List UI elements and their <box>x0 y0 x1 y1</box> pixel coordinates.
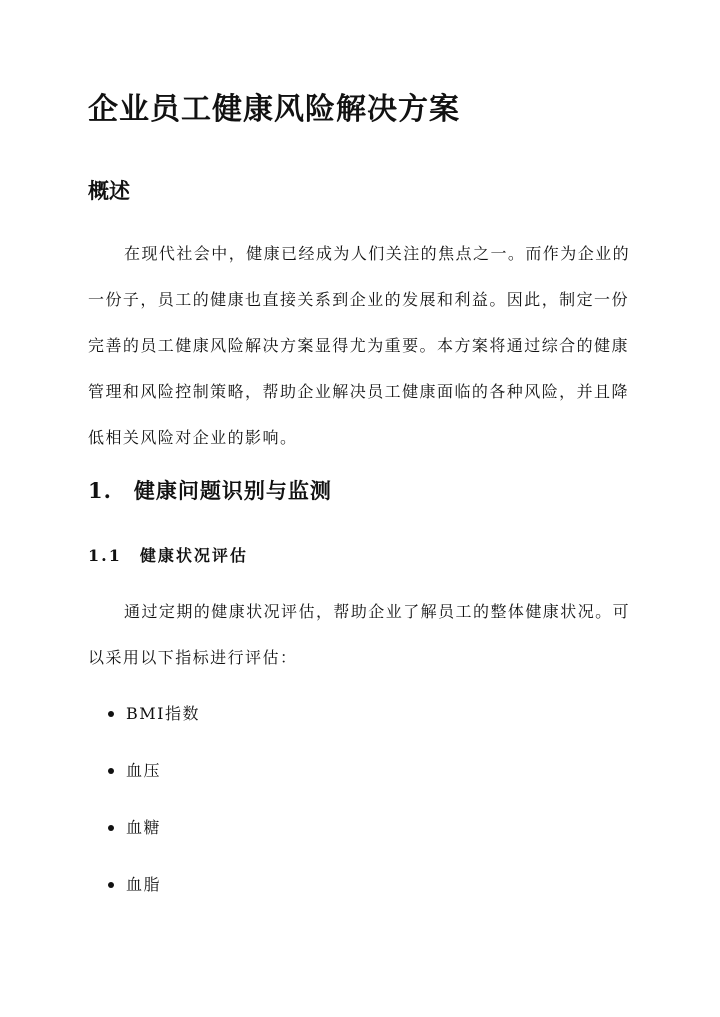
section-heading-overview: 概述 <box>88 178 130 203</box>
subsection-heading-health-assessment: 1.1 健康状况评估 <box>88 546 248 565</box>
assessment-paragraph: 通过定期的健康状况评估，帮助企业了解员工的整体健康状况。可以采用以下指标进行评估： <box>88 602 631 667</box>
bullet-icon <box>108 825 114 831</box>
list-item <box>108 871 200 928</box>
list-item-text: 血脂 <box>126 875 162 894</box>
document-title: 企业员工健康风险解决方案 <box>88 92 460 127</box>
overview-paragraph: 在现代社会中，健康已经成为人们关注的焦点之一。而作为企业的一份子，员工的健康也直接关系到企业的发展和利益。因此，制定一份完善的员工健康风险解决方案显得尤为重要。本方案将通过综合的健康管理和风险控制策略，帮助企业解决员工健康面临的各种风险，并且降低相关风险对企业的影响。 <box>88 244 631 447</box>
bullet-icon <box>108 768 114 774</box>
bullet-icon <box>108 711 114 717</box>
list-item <box>108 757 200 814</box>
list-item-text: 血压 <box>126 761 162 780</box>
assessment-indicator-list <box>108 700 200 928</box>
list-item <box>108 700 200 757</box>
section-heading-health-identification: 1. 健康问题识别与监测 <box>88 478 332 503</box>
list-item <box>108 814 200 871</box>
bullet-icon <box>108 882 114 888</box>
list-item-text: BMI指数 <box>126 704 200 723</box>
list-item-text: 血糖 <box>126 818 162 837</box>
